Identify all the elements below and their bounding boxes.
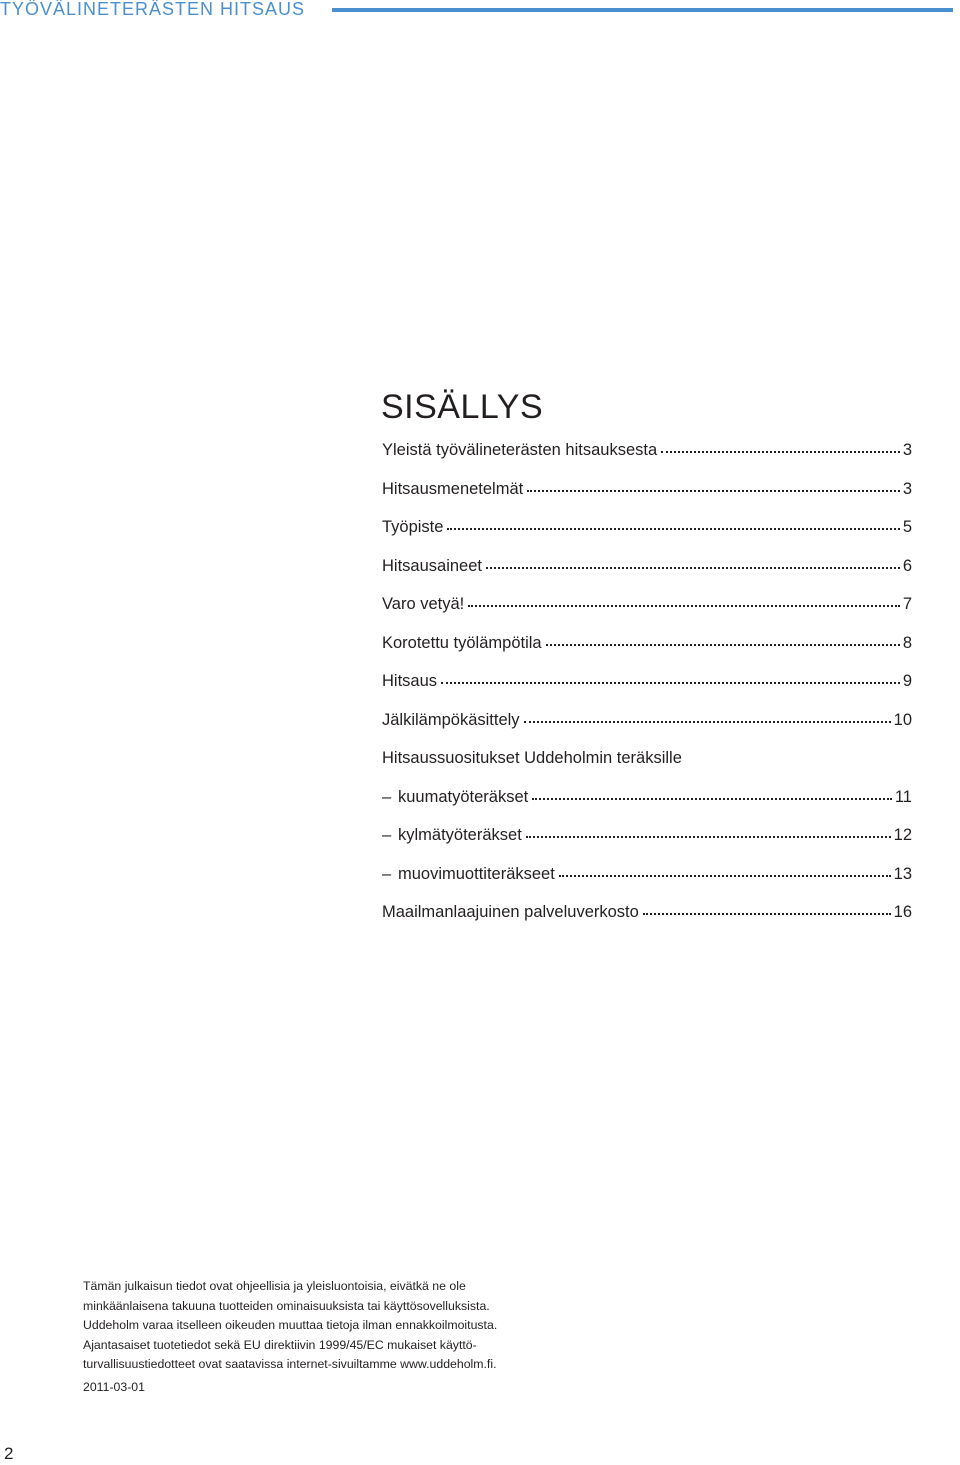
toc-entry[interactable]: [382, 480, 912, 519]
disclaimer-line: Tämän julkaisun tiedot ovat ohjeellisia ja yleisluontoisia, eivätkä ne ole: [83, 1279, 466, 1293]
toc-entry-label: Hitsausaineet: [382, 556, 482, 575]
toc-dot-leader: [546, 632, 900, 646]
toc-dot-leader: [524, 709, 891, 723]
toc-entry-label: Korotettu työlämpötila: [382, 633, 542, 652]
toc-entry[interactable]: [382, 865, 912, 904]
toc-entry-page: 6: [902, 556, 912, 575]
running-header-title: TYÖVÄLINETERÄSTEN HITSAUS: [0, 0, 306, 19]
page-number: 2: [4, 1444, 14, 1463]
toc-dot-leader: [661, 439, 900, 453]
toc-entry[interactable]: [382, 826, 912, 865]
toc-dot-leader: [441, 670, 900, 684]
publication-date: 2011-03-01: [83, 1380, 145, 1394]
toc-dot-leader: [447, 516, 899, 530]
toc-entry[interactable]: [382, 441, 912, 480]
toc-entry-page: 12: [893, 826, 912, 844]
toc-entry[interactable]: [382, 634, 912, 673]
toc-entry-label: Varo vetyä!: [382, 595, 465, 613]
toc-entry-label: Hitsaussuositukset Uddeholmin teräksille: [382, 749, 682, 767]
header-rule: [332, 8, 953, 12]
toc-subentry-dash: –: [382, 826, 392, 844]
toc-subentry-dash: –: [382, 787, 392, 806]
disclaimer-line: Ajantasaiset tuotetiedot sekä EU direktiivin 1999/45/EC mukaiset käyttö-: [83, 1337, 477, 1352]
disclaimer-line: turvallisuustiedotteet ovat saatavissa internet-sivuiltamme www.uddeholm.fi.: [83, 1357, 497, 1372]
toc-entry[interactable]: [382, 557, 912, 596]
toc-dot-leader: [643, 901, 891, 915]
toc-dot-leader: [527, 478, 900, 492]
toc-entry-label: Hitsaus: [382, 672, 438, 690]
disclaimer-line: Uddeholm varaa itselleen oikeuden muuttaa tietoja ilman ennakkoilmoitusta.: [83, 1318, 498, 1333]
toc-dot-leader: [526, 824, 891, 838]
toc-entry-label: Työpiste: [382, 518, 444, 536]
toc-entry-page: 13: [893, 864, 912, 883]
toc-dot-leader: [486, 555, 900, 569]
toc-entry-label: muovimuottiteräkseet: [398, 864, 555, 883]
toc-entry[interactable]: [382, 595, 912, 634]
toc-entry[interactable]: [382, 749, 912, 788]
toc-entry[interactable]: [382, 788, 912, 827]
toc-dot-leader: [559, 863, 891, 877]
toc-dot-leader: [468, 593, 900, 607]
toc-heading: SISÄLLYS: [381, 388, 544, 426]
toc-entry-label: kuumatyöteräkset: [398, 787, 529, 806]
toc-entry-page: 3: [902, 479, 912, 498]
toc-entry-page: 11: [894, 787, 912, 806]
toc-entry-page: 10: [893, 710, 912, 729]
toc-entry[interactable]: [382, 711, 912, 750]
toc-subentry-dash: –: [382, 864, 392, 883]
toc-entry-label: Jälkilämpökäsittely: [382, 710, 520, 729]
toc-entry[interactable]: [382, 903, 912, 942]
toc-list: [382, 441, 912, 942]
toc-entry[interactable]: [382, 672, 912, 711]
toc-entry-label: Yleistä työvälineterästen hitsauksesta: [382, 441, 658, 459]
disclaimer-line: minkäänlaisena takuuna tuotteiden ominaisuuksista tai käyttösovelluksista.: [83, 1298, 490, 1313]
toc-entry-label: Hitsausmenetelmät: [382, 479, 524, 498]
toc-entry-label: Maailmanlaajuinen palveluverkosto: [382, 903, 639, 921]
toc-entry-page: 5: [902, 518, 912, 536]
toc-dot-leader: [532, 786, 892, 800]
toc-entry-page: 9: [902, 672, 912, 690]
toc-entry-page: 7: [902, 595, 912, 613]
toc-entry-page: 8: [902, 633, 912, 652]
toc-entry[interactable]: [382, 518, 912, 557]
toc-entry-page: 3: [902, 441, 912, 459]
toc-entry-page: 16: [893, 903, 912, 921]
toc-entry-label: kylmätyöteräkset: [398, 826, 522, 844]
disclaimer: [83, 1277, 603, 1375]
